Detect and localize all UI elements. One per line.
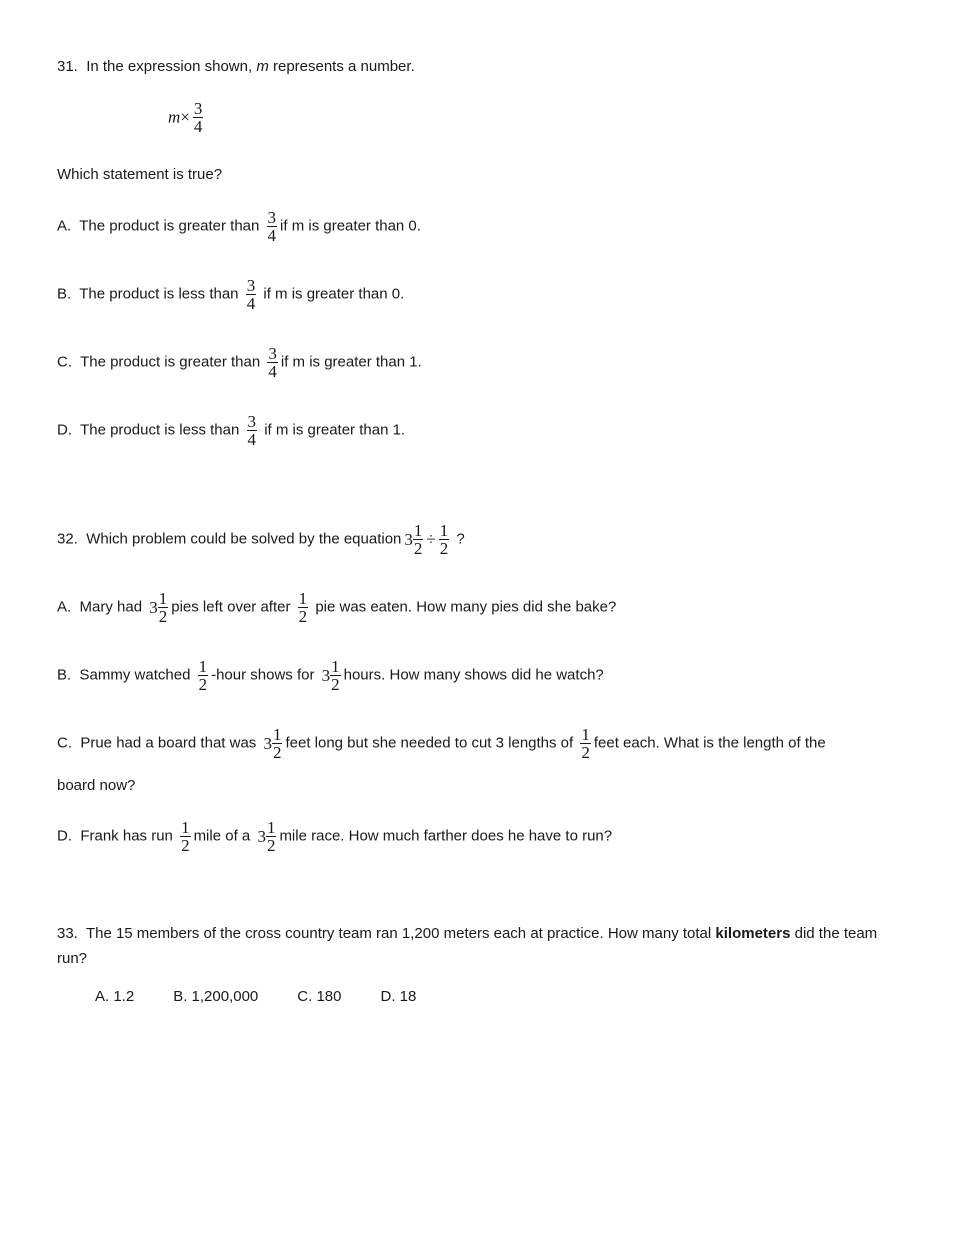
- q33-choice-c: C. 180: [297, 988, 342, 1005]
- q31-choice-c: C. The product is greater than $\frac{3}{4}$ if m is greater than 1.: [57, 344, 422, 381]
- q31-stem: 31. In the expression shown, m represents a number.: [57, 58, 415, 75]
- q32-stem: 32. Which problem could be solved by the equation 3 $\frac{1}{2}$ ÷ $\frac{1}{2}$ ?: [57, 521, 465, 558]
- q32-choice-d: D. Frank has run $\frac{1}{2}$ mile of a 3 $\frac{1}{2}$ mile race. How much farther does he have to run?: [57, 818, 613, 855]
- q32-choice-c-continued: board now?: [57, 777, 136, 794]
- q31-choice-a: A. The product is greater than $\frac{3}{4}$ if m is greater than 0.: [57, 208, 421, 245]
- q33-choice-d: D. 18: [380, 988, 417, 1005]
- q32-choice-c: C. Prue had a board that was 3 $\frac{1}{2}$ feet long but she needed to cut 3 lengths of $\frac{1}{2}$ feet each. What is the length of the: [57, 725, 826, 762]
- q33-stem: 33. The 15 members of the cross country team ran 1,200 meters each at practice. How many total kilometers did the team run?: [57, 925, 878, 967]
- q32-choice-a: A. Mary had 3 $\frac{1}{2}$ pies left over after $\frac{1}{2}$ pie was eaten. How many pies did she bake?: [57, 589, 617, 626]
- q31-expression: m× $\frac{3}{4}$: [168, 99, 203, 136]
- q31-choice-d: D. The product is less than $\frac{3}{4}$ if m is greater than 1.: [57, 412, 406, 449]
- q33-choices: [95, 988, 416, 1005]
- q31-question: Which statement is true?: [57, 166, 223, 183]
- q33-choice-b: B. 1,200,000: [173, 988, 259, 1005]
- q31-choice-b: B. The product is less than $\frac{3}{4}$ if m is greater than 0.: [57, 276, 405, 313]
- q32-choice-b: B. Sammy watched $\frac{1}{2}$ -hour shows for 3 $\frac{1}{2}$ hours. How many shows did he watch?: [57, 657, 604, 694]
- q33-choice-a: A. 1.2: [95, 988, 135, 1005]
